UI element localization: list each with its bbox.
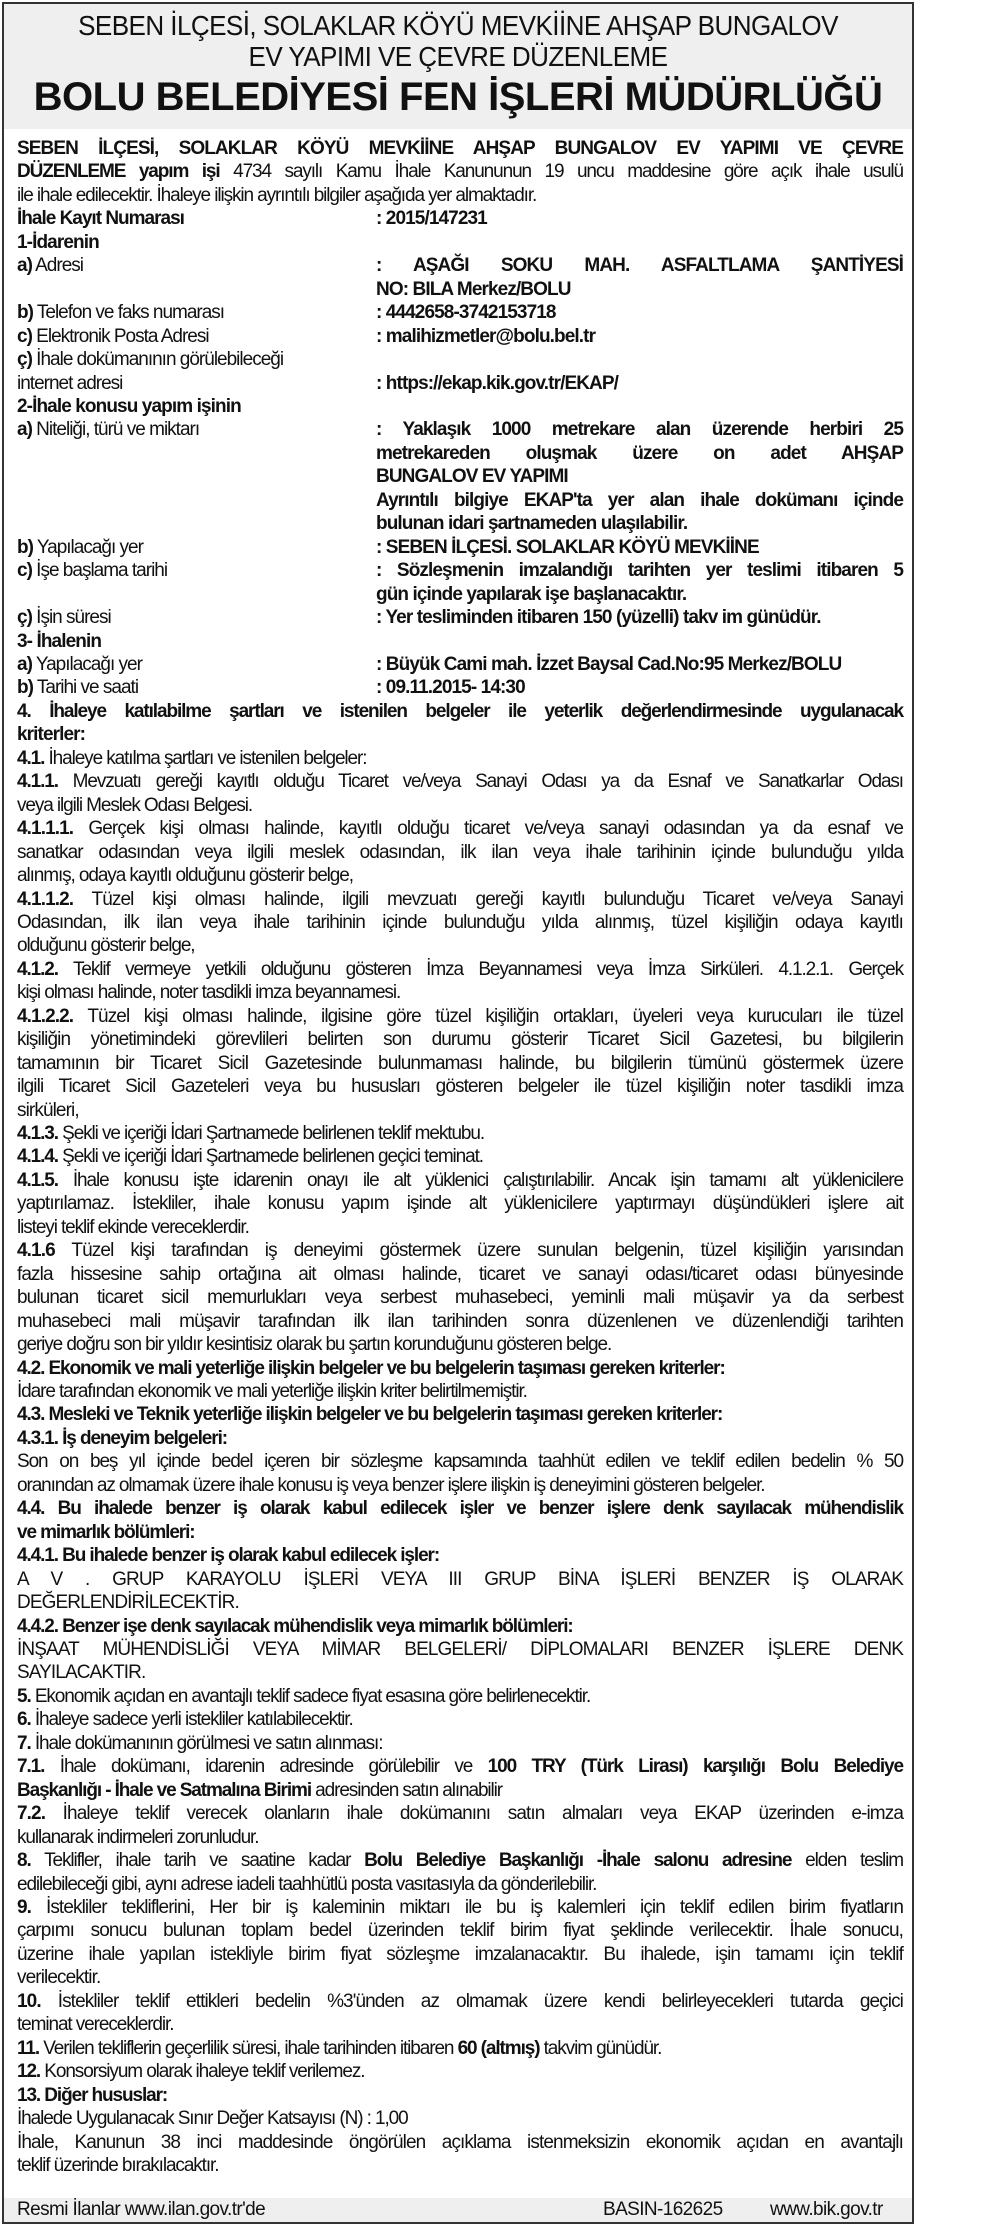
official-ads-link[interactable]: Resmi İlanlar www.ilan.gov.tr'de: [17, 2199, 266, 2220]
clause-8-cont: edilebileceği gibi, aynı adrese iadeli taahhütlü posta vasıtasıyla da gönderilebilir.: [17, 1873, 597, 1895]
notice-footer: [4, 2198, 912, 2222]
notice-header: [4, 4, 912, 129]
clause-4-3-1-l1: Son on beş yıl içinde bedel içeren bir sözleşme kapsamında taahhüt edilen ve teklif edilen bedelin % 50: [17, 1451, 903, 1473]
clause-4-2-heading: 4.2. Ekonomik ve mali yeterliğe ilişkin belgeler ve bu belgelerin taşıması gereken kriterler:: [17, 1357, 725, 1379]
clause-4-1-1-1-end: alınmış, odaya kayıtlı olduğunu gösterir belge,: [17, 865, 353, 887]
section-4-heading: 4. İhaleye katılabilme şartları ve istenilen belgeler ile yeterlik değerlendirmesinde uygulanacak: [17, 700, 903, 722]
clause-9-l2: çarpımı sonucu bulunan toplam bedel üzerinden teklif birim fiyat şeklinde verilecektir. İhale sonucu,: [17, 1920, 903, 1942]
clause-10-end: teminat vereceklerdir.: [17, 2014, 174, 2036]
clause-9-l3: üzerine ihale yapılan istekliyle birim fiyat sözleşme imzalanacaktır. Bu ihalede, işin tamamı için teklif: [17, 1943, 903, 1965]
tender-date-row: b) Tarihi ve saati : 09.11.2015- 14:30: [17, 677, 525, 699]
clause-7: 7. İhale dokümanının görülmesi ve satın alınması:: [17, 1732, 383, 1754]
clause-4-1-1-2: 4.1.1.2. Tüzel kişi olması halinde, ilgili mevzuatı gereği kayıtlı bulunduğu Ticaret ve/veya Sanayi: [17, 888, 903, 910]
clause-9-end: verilecektir.: [17, 1967, 101, 1989]
clause-6: 6. İhaleye sadece yerli istekliler katılabilecektir.: [17, 1709, 353, 1731]
clause-4-1-2-end: kişi olması halinde, noter tasdikli imza beyannamesi.: [17, 982, 401, 1004]
intro-line3: ile ihale edilecektir. İhaleye ilişkin ayrıntılı bilgiler aşağıda yer almaktadır.: [17, 184, 537, 206]
institution-name: BOLU BELEDİYESİ FEN İŞLERİ MÜDÜRLÜĞÜ: [33, 75, 883, 119]
clause-4-1-6-l3: bulunan ticaret sicil memurlukları veya serbest muhasebeci, yeminli mali müşavir ya da serbest: [17, 1287, 903, 1309]
notice-title-line2: EV YAPIMI VE ÇEVRE DÜZENLEME: [248, 41, 668, 72]
clause-4-1-1-2-cont: Odasından, ilk ilan veya ihale tarihinin içinde bulunduğu yılda alınmış, tüzel kişiliğin odaya kayıtlı: [17, 911, 903, 933]
clause-10: 10. İstekliler teklif ettikleri bedelin %3'ünden az olmamak üzere kendi belirleyecekleri tutarda geçici: [17, 1990, 903, 2012]
clause-4-1-2-2: 4.1.2.2. Tüzel kişi olması halinde, ilgisine göre tüzel kişiliğin ortakları, üyeleri veya kurucuları ile tüzel: [17, 1005, 903, 1027]
clause-4-2: İdare tarafından ekonomik ve mali yeterliğe ilişkin kriter belirtilmemiştir.: [17, 1381, 527, 1403]
admin-website-row: ç) İhale dokümanının görülebileceği internet adresi : https://ekap.kik.gov.tr/EKAP/: [17, 349, 619, 394]
clause-4-1: 4.1. İhaleye katılma şartları ve istenilen belgeler:: [17, 747, 367, 769]
notice-title-line1: SEBEN İLÇESİ, SOLAKLAR KÖYÜ MEVKİİNE AHŞAP BUNGALOV: [78, 10, 838, 41]
clause-13-heading: 13. Diğer hususlar:: [17, 2084, 168, 2106]
clause-4-1-2: 4.1.2. Teklif vermeye yetkili olduğunu gösteren İmza Beyannamesi veya İmza Sirküleri. 4.1.2.1. Gerçek: [17, 958, 903, 980]
clause-8: 8. Teklifler, ihale tarih ve saatine kadar Bolu Belediye Başkanlığı -İhale salonu adresine elden teslim: [17, 1850, 903, 1872]
clause-4-1-2-2-l3: tamamının bir Ticaret Sicil Gazetesinde bulunmaması halinde, bu bilgilerin tümünü göstermek üzere: [17, 1052, 903, 1074]
clause-4-1-5-end: listeyi teklif ekinde vereceklerdir.: [17, 1216, 249, 1238]
clause-11: 11. Verilen tekliflerin geçerlilik süresi, ihale tarihinden itibaren 60 (altmış) takvim günüdür.: [17, 2037, 662, 2059]
clause-4-3-1-l2: oranından az olmamak üzere ihale konusu iş veya benzer işlere ilişkin iş deneyimini gösteren belgeler.: [17, 1474, 765, 1496]
clause-4-1-4: 4.1.4. Şekli ve içeriği İdari Şartnamede belirlenen geçici teminat.: [17, 1146, 483, 1168]
clause-4-3-heading: 4.3. Mesleki ve Teknik yeterliğe ilişkin belgeler ve bu belgelerin taşıması gereken kriterler:: [17, 1404, 723, 1426]
clause-9: 9. İstekliler tekliflerini, Her bir iş kaleminin miktarı ile bu iş kalemleri için teklif edilen birim fiyatların: [17, 1896, 903, 1918]
section-2-heading: 2-İhale konusu yapım işinin: [17, 395, 241, 417]
clause-4-4-1-heading: 4.4.1. Bu ihalede benzer iş olarak kabul edilecek işler:: [17, 1545, 440, 1567]
notice-body: [4, 129, 912, 2177]
section-4-heading-cont: kriterler:: [17, 724, 86, 746]
clause-7-2-cont: kullanarak indirmeleri zorunludur.: [17, 1826, 259, 1848]
clause-4-1-6-end: geriye doğru son bir yıldır kesintisiz olarak bu şartın korunduğunu gösteren belge.: [17, 1334, 612, 1356]
clause-4-1-2-2-end: sirküleri,: [17, 1099, 79, 1121]
clause-4-4-heading: 4.4. Bu ihalede benzer iş olarak kabul edilecek işler ve benzer işlere denk sayılacak mühendislik: [17, 1498, 903, 1520]
clause-4-1-1-2-end: olduğunu gösterir belge,: [17, 935, 195, 957]
clause-4-4-heading-cont: ve mimarlık bölümleri:: [17, 1521, 195, 1543]
clause-4-1-3: 4.1.3. Şekli ve içeriği İdari Şartnamede belirlenen teklif mektubu.: [17, 1123, 485, 1145]
clause-4-1-6-l4: muhasebeci mali müşavir tarafından ilk ilan tarihinden sonra düzenlenen ve düzenlendiği tarihten: [17, 1310, 903, 1332]
clause-4-1-6: 4.1.6 Tüzel kişi tarafından iş deneyimi göstermek üzere sunulan belgenin, tüzel kişiliğin yarısından: [17, 1240, 903, 1262]
clause-4-1-2-2-l4: ilgili Ticaret Sicil Gazeteleri veya bu hususları gösteren belgeler ile tüzel kişiliğin noter tasdikli imza: [17, 1076, 903, 1098]
clause-13-l2: İhale, Kanunun 38 inci maddesinde öngörülen açıklama istenmeksizin ekonomik açıdan en avantajlı: [17, 2131, 903, 2153]
clause-4-4-2-heading: 4.4.2. Benzer işe denk sayılacak mühendislik veya mimarlık bölümleri:: [17, 1615, 573, 1637]
clause-4-1-1: 4.1.1. Mevzuatı gereği kayıtlı olduğu Ticaret ve/veya Sanayi Odası ya da Esnaf ve Sanatkarlar Odası: [17, 771, 903, 793]
work-location-row: b) Yapılacağı yer : SEBEN İLÇESİ. SOLAKLAR KÖYÜ MEVKİİNE: [17, 536, 759, 558]
clause-12: 12. Konsorsiyum olarak ihaleye teklif verilemez.: [17, 2061, 365, 2083]
work-nature-row: a) Niteliği, türü ve miktarı : Yaklaşık 1000 metrekare alan üzerende herbiri 25 metrekareden oluşmak üzere on adet AHŞAP BUNGALOV EV YAPIMI Ayrıntılı bilgiye EKAP'ta yer alan ihale dokümanı içinde bulunan idari şartnameden ulaşılabilir.: [17, 419, 903, 535]
section-1-heading: 1-İdarenin: [17, 231, 99, 253]
clause-4-4-1-l1: A V . GRUP KARAYOLU İŞLERİ VEYA III GRUP BİNA İŞLERİ BENZER İŞ OLARAK: [17, 1568, 903, 1590]
clause-4-1-5: 4.1.5. İhale konusu işte idarenin onayı ile alt yüklenici çalıştırılabilir. Ancak işin tamamı alt yüklenicilere: [17, 1169, 903, 1191]
clause-5: 5. Ekonomik açıdan en avantajlı teklif sadece fiyat esasına göre belirlenecektir.: [17, 1685, 591, 1707]
clause-4-1-6-l2: fazla hissesine sahip ortağına ait olması halinde, ticaret ve sanayi odası/ticaret odası bünyesinde: [17, 1263, 903, 1285]
admin-phone-row: b) Telefon ve faks numarası : 4442658-3742153718: [17, 302, 556, 324]
tender-location-row: a) Yapılacağı yer : Büyük Cami mah. İzzet Baysal Cad.No:95 Merkez/BOLU: [17, 653, 842, 675]
clause-7-1-cont: Başkanlığı - İhale ve Satmalına Birimi adresinden satın alınabilir: [17, 1779, 503, 1801]
work-start-row: c) İşe başlama tarihi : Sözleşmenin imzalandığı tarihten yer teslimi itibaren 5 gün içinde yapılarak işe başlanacaktır.: [17, 560, 903, 605]
intro-line1: SEBEN İLÇESİ, SOLAKLAR KÖYÜ MEVKİİNE AHŞAP BUNGALOV EV YAPIMI VE ÇEVRE: [17, 138, 903, 159]
work-duration-row: ç) İşin süresi : Yer tesliminden itibaren 150 (yüzelli) takv im günüdür.: [17, 607, 821, 629]
clause-4-4-2-l1: İNŞAAT MÜHENDİSLİĞİ VEYA MİMAR BELGELERİ/ DİPLOMALARI BENZER İŞLERE DENK: [17, 1639, 903, 1660]
clause-4-4-1-l2: DEĞERLENDİRİLECEKTİR.: [17, 1592, 239, 1614]
intro-line2: DÜZENLEME yapım işi 4734 sayılı Kamu İhale Kanununun 19 uncu maddesine göre açık ihale usulü: [17, 161, 903, 183]
clause-4-1-1-cont: veya ilgili Meslek Odası Belgesi.: [17, 794, 253, 816]
clause-4-3-1-heading: 4.3.1. İş deneyim belgeleri:: [17, 1427, 227, 1449]
admin-address-row: a) Adresi : AŞAĞI SOKU MAH. ASFALTLAMA ŞANTİYESİ NO: BILA Merkez/BOLU: [17, 255, 903, 300]
clause-4-1-1-1-cont: sanatkar odasından veya ilgili meslek odasından, ilk ilan veya ihale tarihinin içinde bulunduğu yılda: [17, 841, 903, 863]
clause-7-2: 7.2. İhaleye teklif verecek olanların ihale dokümanını satın almaları veya EKAP üzerinden e-imza: [17, 1803, 903, 1825]
registration-number-row: İhale Kayıt Numarası : 2015/147231: [17, 208, 487, 230]
section-3-heading: 3- İhalenin: [17, 630, 102, 652]
admin-email-row: c) Elektronik Posta Adresi : malihizmetler@bolu.bel.tr: [17, 325, 596, 347]
press-code: BASIN-162625: [603, 2199, 723, 2220]
clause-4-4-2-l2: SAYILACAKTIR.: [17, 1662, 146, 1684]
clause-7-1: 7.1. İhale dokümanı, idarenin adresinde görülebilir ve 100 TRY (Türk Lirası) karşılığı Bolu Belediye: [17, 1756, 903, 1778]
tender-notice: [2, 2, 914, 2224]
clause-13-l3: teklif üzerinde bırakılacaktır.: [17, 2154, 219, 2176]
clause-4-1-1-1: 4.1.1.1. Gerçek kişi olması halinde, kayıtlı olduğu ticaret ve/veya sanayi odasından ya da esnaf ve: [17, 818, 903, 840]
bik-website-link[interactable]: www.bik.gov.tr: [770, 2199, 883, 2220]
clause-13-l1: İhalede Uygulanacak Sınır Değer Katsayısı (N) : 1,00: [17, 2108, 408, 2130]
clause-4-1-5-l2: yaptırılamaz. İstekliler, ihale konusu yapım işinde alt yüklenicilere yaptırmayı düşündükleri işlere ait: [17, 1193, 903, 1215]
clause-4-1-2-2-l2: kişiliğin yönetimindeki görevlileri belirten son durumu gösterir Ticaret Sicil Gazetesi, bu bilgilerin: [17, 1029, 903, 1051]
